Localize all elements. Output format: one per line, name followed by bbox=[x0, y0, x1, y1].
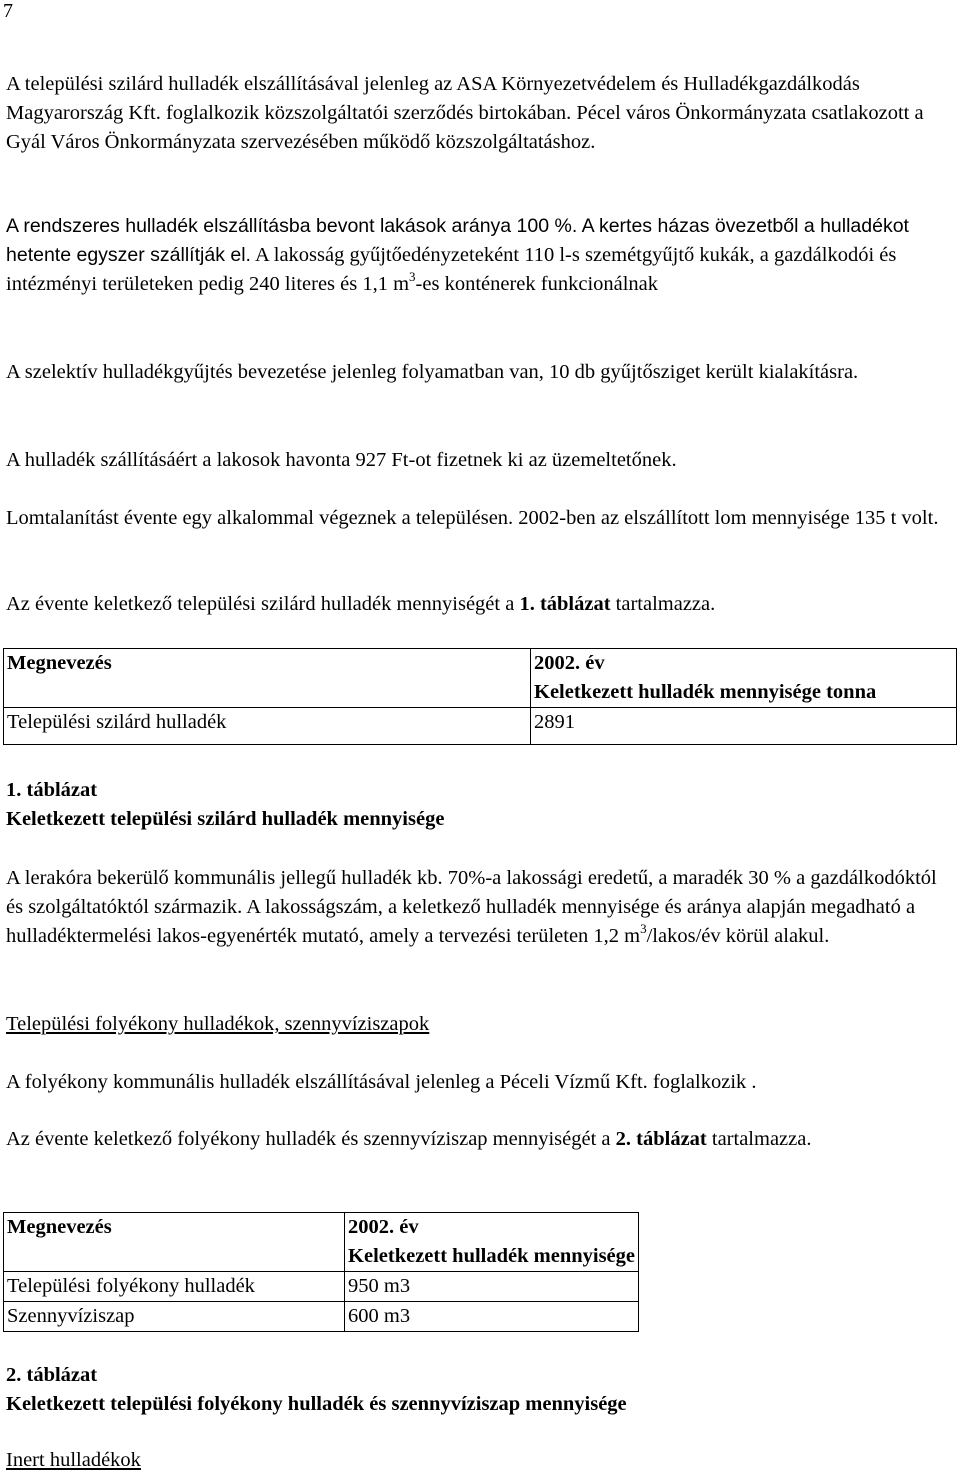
table2-caption bbox=[6, 1361, 627, 1419]
superscript: 3 bbox=[640, 921, 647, 936]
row-name: Települési szilárd hulladék bbox=[4, 708, 531, 745]
header-name: Megnevezés bbox=[4, 649, 531, 708]
table-header-row bbox=[4, 1213, 639, 1272]
table-row bbox=[4, 708, 957, 745]
table-reference: 2. táblázat bbox=[615, 1128, 707, 1150]
text: Az évente keletkező folyékony hulladék és szennyvíziszap mennyiségét a bbox=[6, 1128, 616, 1150]
header-year bbox=[531, 649, 957, 708]
superscript: 3 bbox=[409, 269, 416, 284]
paragraph-table1-ref bbox=[6, 590, 954, 619]
row-name: Szennyvíziszap bbox=[4, 1302, 345, 1332]
paragraph-landfill bbox=[6, 864, 954, 951]
section-heading-inert: Inert hulladékok bbox=[6, 1449, 141, 1471]
paragraph-liquid-provider: A folyékony kommunális hulladék elszállításával jelenleg a Péceli Vízmű Kft. foglalkozik . bbox=[6, 1071, 757, 1093]
table-liquid-waste bbox=[3, 1212, 639, 1332]
page-number: 7 bbox=[3, 0, 13, 22]
row-name: Települési folyékony hulladék bbox=[4, 1272, 345, 1302]
header-desc: Keletkezett hulladék mennyisége tonna bbox=[534, 681, 877, 703]
header-year bbox=[345, 1213, 639, 1272]
table-reference: 1. táblázat bbox=[519, 593, 611, 615]
paragraph-bulky-waste: Lomtalanítást évente egy alkalommal végeznek a településen. 2002-ben az elszállított lom mennyisége 135 t volt. bbox=[6, 507, 939, 529]
bins-text: A lakosság gyűjtőedényzeteként 110 l-s szemétgyűjtő kukák, a gazdálkodói és intézményi területeken pedig 240 literes és 1,1 m bbox=[6, 244, 897, 295]
text: tartalmazza. bbox=[610, 593, 716, 615]
collection-rate-text: A rendszeres hulladék elszállításba bevont lakások aránya 100 %. A kertes házas övezetből a hulladékot hetente egyszer szállítják el. bbox=[6, 215, 909, 266]
row-value: 950 m3 bbox=[345, 1272, 639, 1302]
header-year-text: 2002. év bbox=[534, 652, 605, 674]
section-heading-liquid: Települési folyékony hulladékok, szennyvíziszapok bbox=[6, 1013, 430, 1035]
caption-title: Keletkezett települési szilárd hulladék mennyisége bbox=[6, 808, 445, 830]
text: Az évente keletkező települési szilárd hulladék mennyiségét a bbox=[6, 593, 520, 615]
header-name: Megnevezés bbox=[4, 1213, 345, 1272]
row-value: 2891 bbox=[531, 708, 957, 745]
header-year-text: 2002. év bbox=[348, 1216, 419, 1238]
paragraph-service-provider: A települési szilárd hulladék elszállításával jelenleg az ASA Környezetvédelem és Hulladékgazdálkodás Magyarország Kft. foglalkozik közszolgáltatói szerződés birtokában. Pécel város Önkormányzata csatlakozott a Gyál Város Önkormányzata szervezésében működő közszolgáltatáshoz. bbox=[6, 73, 924, 153]
table-header-row bbox=[4, 649, 957, 708]
landfill-text: A lerakóra bekerülő kommunális jellegű hulladék kb. 70%-a lakossági eredetű, a maradék 30 % a gazdálkodóktól és szolgáltatóktól származik. A lakosságszám, a keletkező hulladék mennyisége és aránya alapján megadható a hulladéktermelési lakos-egyenérték mutató, amely a tervezési területen 1,2 m bbox=[6, 867, 937, 947]
paragraph-fee: A hulladék szállításáért a lakosok havonta 927 Ft-ot fizetnek ki az üzemeltetőnek. bbox=[6, 449, 677, 471]
bins-text-end: -es konténerek funkcionálnak bbox=[415, 273, 659, 295]
landfill-text-end: /lakos/év körül alakul. bbox=[646, 925, 830, 947]
table-solid-waste bbox=[3, 648, 957, 745]
text: tartalmazza. bbox=[706, 1128, 812, 1150]
row-value: 600 m3 bbox=[345, 1302, 639, 1332]
caption-number: 2. táblázat bbox=[6, 1364, 98, 1386]
paragraph-table2-ref bbox=[6, 1125, 954, 1154]
table-row bbox=[4, 1272, 639, 1302]
caption-title: Keletkezett települési folyékony hulladék és szennyvíziszap mennyisége bbox=[6, 1393, 627, 1415]
paragraph-selective: A szelektív hulladékgyűjtés bevezetése jelenleg folyamatban van, 10 db gyűjtősziget került kialakításra. bbox=[6, 361, 859, 383]
header-desc: Keletkezett hulladék mennyisége bbox=[348, 1245, 635, 1267]
table1-caption bbox=[6, 776, 444, 834]
caption-number: 1. táblázat bbox=[6, 779, 98, 801]
table-row bbox=[4, 1302, 639, 1332]
paragraph-collection bbox=[6, 212, 954, 299]
